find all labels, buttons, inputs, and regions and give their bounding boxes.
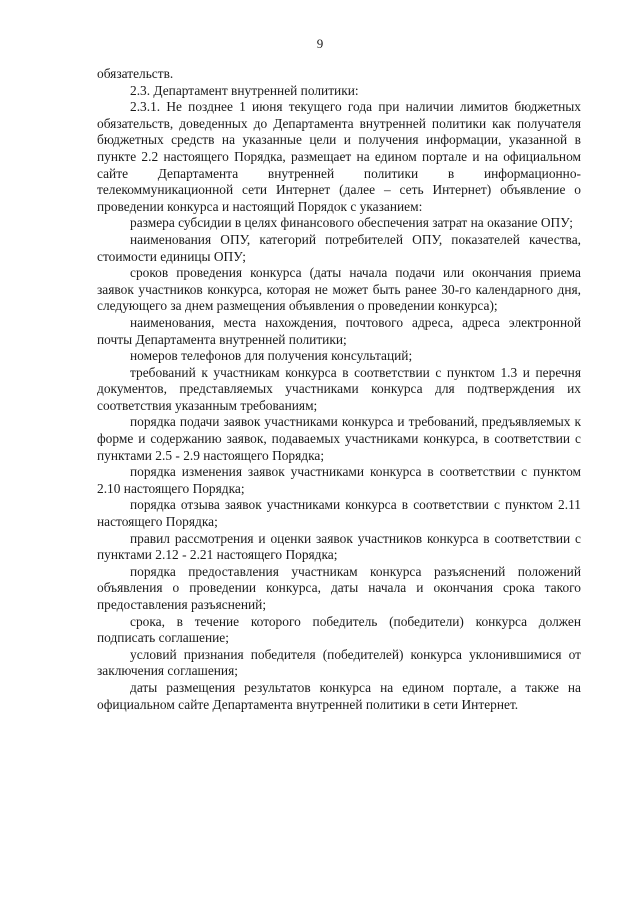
list-item: сроков проведения конкурса (даты начала подачи или окончания приема заявок участников конкурса, которая не может быть ранее 30-го календарного дня, следующего за днем размещения объявления о проведении конкурса); [97, 265, 581, 314]
list-item: размера субсидии в целях финансового обеспечения затрат на оказание ОПУ; [130, 215, 573, 231]
list-item: номеров телефонов для получения консультаций; [130, 348, 413, 364]
paragraph: 2.3.1. Не позднее 1 июня текущего года при наличии лимитов бюджетных обязательств, доведенных до Департамента внутренней политики как получателя бюджетных средств на указанные цели и получения информации, указанной в пункте 2.2 настоящего Порядка, размещает на едином портале и на официальном сайте Департамента внутренней политики в информационно-телекоммуникационной сети Интернет (далее – сеть Интернет) объявление о проведении конкурса и настоящий Порядок с указанием: [97, 99, 581, 214]
paragraph: обязательств. [97, 66, 174, 81]
list-item: даты размещения результатов конкурса на едином портале, а также на официальном сайте Департамента внутренней политики в сети Интернет. [97, 679, 581, 712]
list-item: условий признания победителя (победителей) конкурса уклонившимися от заключения соглашения; [97, 646, 581, 679]
list-item: порядка отзыва заявок участниками конкурса в соответствии с пунктом 2.11 настоящего Порядка; [97, 497, 581, 530]
list-item: наименования ОПУ, категорий потребителей ОПУ, показателей качества, стоимости единицы ОПУ; [97, 231, 581, 264]
list-item: порядка предоставления участникам конкурса разъяснений положений объявления о проведении конкурса, даты начала и окончания срока такого предоставления разъяснений; [97, 563, 581, 612]
list-item: срока, в течение которого победитель (победители) конкурса должен подписать соглашение; [97, 613, 581, 646]
section-heading: 2.3. Департамент внутренней политики: [130, 82, 359, 98]
list-item: наименования, места нахождения, почтового адреса, адреса электронной почты Департамента внутренней политики; [97, 314, 581, 347]
document-body [97, 66, 581, 713]
list-item: требований к участникам конкурса в соответствии с пунктом 1.3 и перечня документов, представляемых участниками конкурса для подтверждения их соответствия указанным требованиям; [97, 364, 581, 413]
list-item: правил рассмотрения и оценки заявок участников конкурса в соответствии с пунктами 2.12 - 2.21 настоящего Порядка; [97, 530, 581, 563]
list-item: порядка изменения заявок участниками конкурса в соответствии с пунктом 2.10 настоящего Порядка; [97, 464, 581, 496]
list-item: порядка подачи заявок участниками конкурса и требований, предъявляемых к форме и содержанию заявок, подаваемых участниками конкурса, в соответствии с пунктами 2.5 - 2.9 настоящего Порядка; [97, 414, 581, 463]
page-number: 9 [316, 36, 324, 51]
